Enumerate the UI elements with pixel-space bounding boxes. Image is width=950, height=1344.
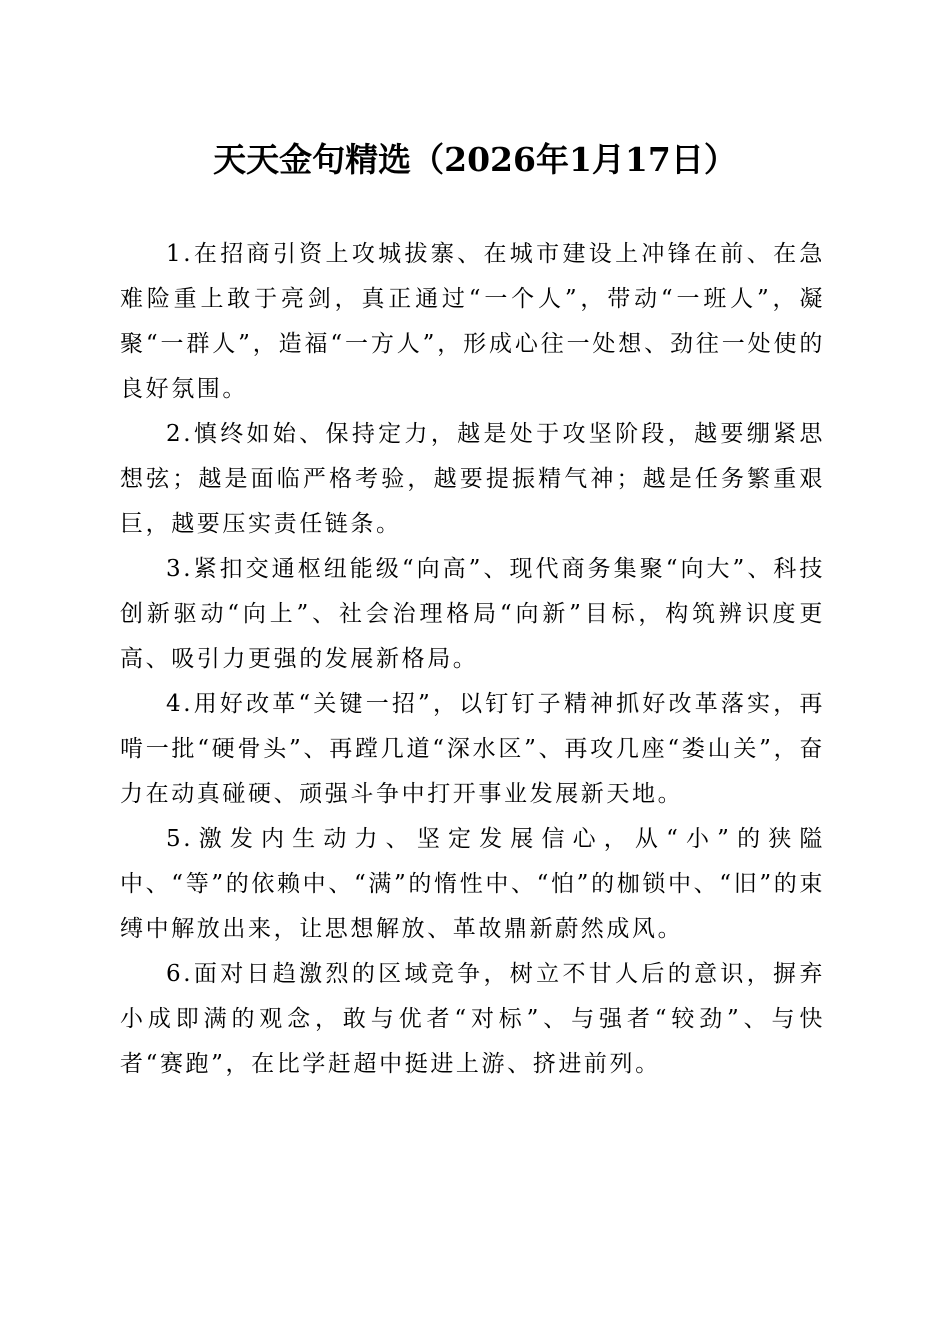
paragraph-3: 3.紧扣交通枢纽能级“向高”、现代商务集聚“向大”、科技创新驱动“向上”、社会治理格局“向新”目标，构筑辨识度更高、吸引力更强的发展新格局。 bbox=[120, 556, 825, 672]
paragraph-5: 5.激发内生动力、坚定发展信心，从“小”的狭隘中、“等”的依赖中、“满”的惰性中、“怕”的枷锁中、“旧”的束缚中解放出来，让思想解放、革故鼎新蔚然成风。 bbox=[120, 826, 825, 942]
paragraph-2: 2.慎终如始、保持定力，越是处于攻坚阶段，越要绷紧思想弦；越是面临严格考验，越要提振精气神；越是任务繁重艰巨，越要压实责任链条。 bbox=[120, 421, 825, 537]
paragraph-6: 6.面对日趋激烈的区域竞争，树立不甘人后的意识，摒弃小成即满的观念，敢与优者“对标”、与强者“较劲”、与快者“赛跑”，在比学赶超中挺进上游、挤进前列。 bbox=[120, 961, 825, 1077]
paragraph-4: 4.用好改革“关键一招”，以钉钉子精神抓好改革落实，再啃一批“硬骨头”、再蹚几道“深水区”、再攻几座“娄山关”，奋力在动真碰硬、顽强斗争中打开事业发展新天地。 bbox=[120, 691, 825, 807]
document-title: 天天金句精选（2026年1月17日） bbox=[213, 140, 737, 179]
document-body bbox=[120, 232, 825, 1087]
paragraph-1: 1.在招商引资上攻城拔寨、在城市建设上冲锋在前、在急难险重上敢于亮剑，真正通过“一个人”，带动“一班人”，凝聚“一群人”，造福“一方人”，形成心往一处想、劲往一处使的良好氛围。 bbox=[120, 241, 825, 402]
